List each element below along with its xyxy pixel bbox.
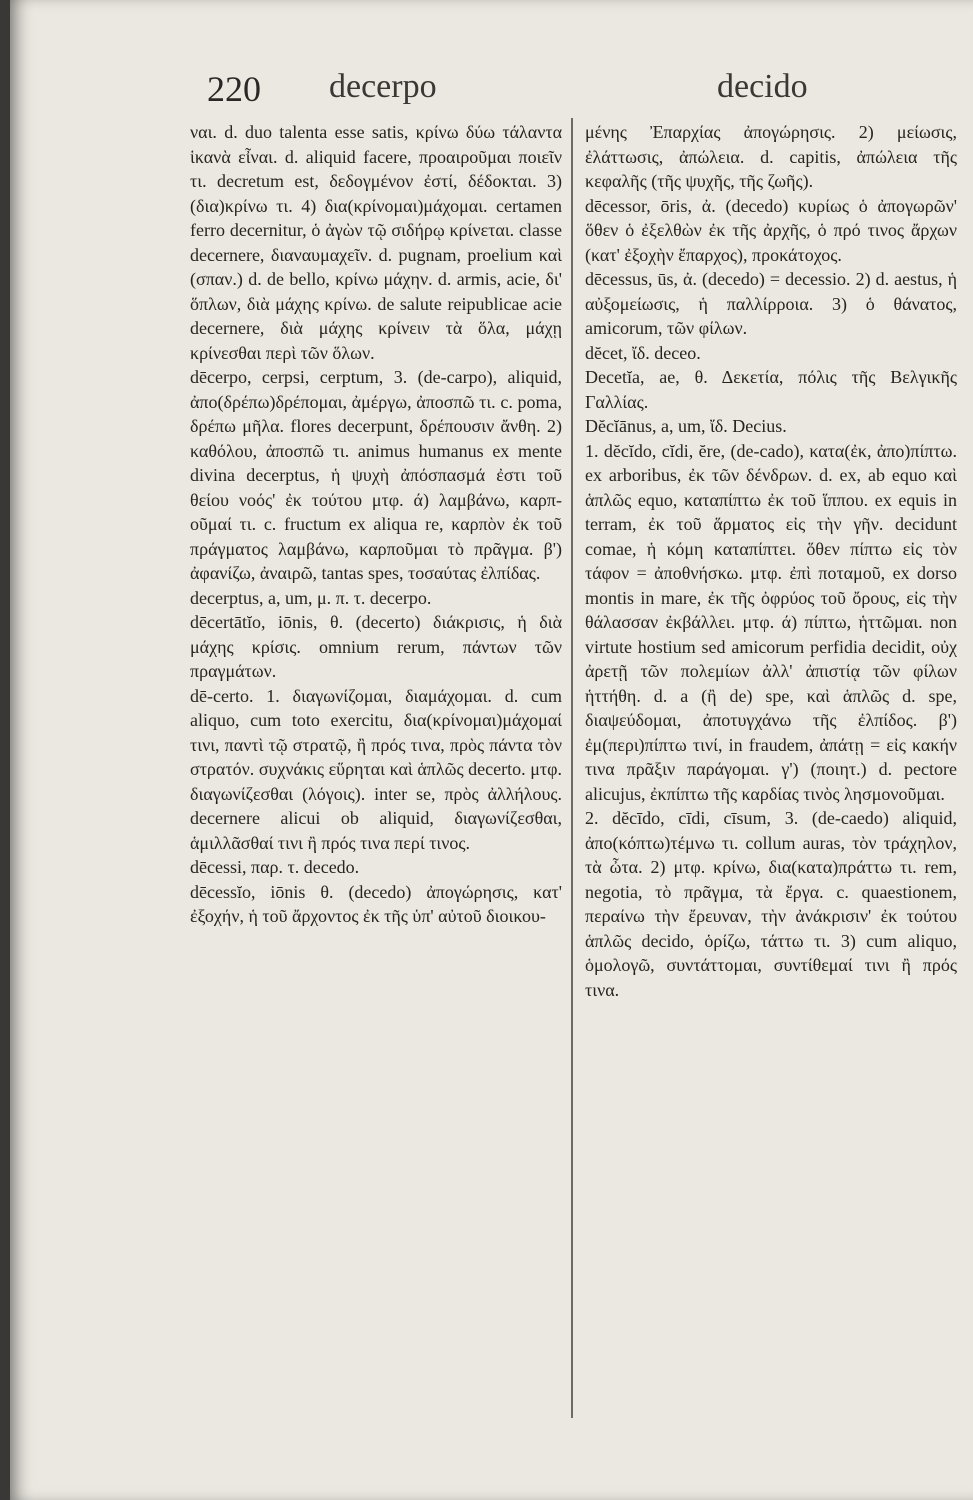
entry-decerno-continued: ναι. d. duo talenta esse satis, κρίνω δύω τάλαντα ἱκανὰ εἶναι. d. aliquid facere, προαιροῦμαι ποιεῖν τι. decretum est, δεδογμένον ἐστί, δέδοκται. 3) (δια)κρίνω τι. 4) δια(κρίνομαι)μάχομαι. certamen ferro decernitur, ὁ ἀγὼν τῷ σιδήρῳ κρίνεται. classe decernere, διαναυμαχεῖν. d. pugnam, proelium καὶ (σπαν.) d. de bello, κρίνω μάχην. d. armis, acie, δι' ὅπλων, διὰ μάχης κρίνω. de salute reipublicae acie decernere, διὰ μάχης κρίνειν τὰ ὅλα, μάχῃ κρίνεσθαι περὶ τῶν ὅλων. [190,122,562,363]
entry-decetia: Decetĭa, ae, θ. Δεκετία, πόλις τῆς Βελγικῆς Γαλλίας. [585,367,957,412]
entry-decerpo: dēcerpo, cerpsi, cerptum, 3. (de-carpo), aliquid, ἀπο(δρέπω)δρέπομαι, ἀμέργω, ἀποσπῶ τι. c. poma, δρέπω μῆλα. flores decerpunt, δρέπουσιν ἄνθη. 2) καθόλου, ἀποσπῶ τι. animus humanus ex mente divina decerptus, ἡ ψυχὴ ἀπόσπασμά ἐστι τοῦ θείου νοός' ἐκ τούτου μτφ. ά) λαμβάνω, καρπ-οῦμαί τι. c. fructum ex aliqua re, καρπὸν ἐκ τοῦ πράγματος λαμβάνω, καρποῦμαι τὸ πρᾶγμα. β') ἀφανίζω, ἀναιρῶ, tantas spes, τοσαύτας ἐλπίδας. [190,367,562,583]
entry-decet: dĕcet, ἴδ. deceo. [585,342,701,363]
entry-decianus: Dĕcĭānus, a, um, ἴδ. Decius. [585,416,787,436]
entry-decerto: dē-certo. 1. διαγωνίζομαι, διαμάχομαι. d. cum aliquo, cum toto exercitu, δια(κρίνομαι)μάχομαί τινι, παντὶ τῷ στρατῷ, ἢ πρός τινα, πρὸς πάντα τὸν στρατόν. συχνάκις εὕρηται καὶ ἁπλῶς decerto. μτφ. διαγωνίζεσθαι (λόγοις). inter se, πρὸς ἀλλήλους. decernere alicui ob aliquid, διαγωνίζεσθαι, ἁμιλλᾶσθαί τινι ἢ πρός τινα περί τινος. [190,685,562,853]
entry-decerptus: decerptus, a, um, μ. π. τ. decerpo. [190,587,432,608]
entry-decessi: dēcessi, παρ. τ. decedo. [190,857,360,877]
guide-word-right: decido [717,68,808,105]
entry-decessio: dēcessĭo, iōnis θ. (decedo) ἀπογώρησις, κατ' ἐξοχήν, ἡ τοῦ ἄρχοντος ἐκ τῆς ὑπ' αὐτοῦ διοικου- [190,881,562,926]
column-divider [571,118,573,1418]
entry-decido-2: 2. dĕcīdo, cīdi, cīsum, 3. (de-caedo) aliquid, ἀπο(κόπτω)τέμνω τι. collum auras, τὸν τράχηλον, τὰ ὦτα. 2) μτφ. κρίνω, δια(κατα)πράττω τι. rem, negotia, τὸ πρᾶγμα, τὰ ἔργα. c. quaestionem, περαίνω τὴν ἔρευναν, τὴν ἀνάκρισιν' ἐκ τούτου ἁπλῶς decido, ὁρίζω, τάττω τι. 3) cum aliquo, ὁμολογῶ, συντάττομαι, συντίθεμαί τινι ἢ πρός τινα. [585,808,957,1000]
entry-decessus: dēcessus, ūs, ἀ. (decedo) = decessio. 2) d. aestus, ἡ αὐξομείωσις, ἡ παλλίρροια. 3) ὁ θάνατος, amicorum, τῶν φίλων. [585,269,957,338]
page-number: 220 [207,69,261,109]
left-column [190,120,562,929]
entry-decido-1: 1. dĕcĭdo, cĭdi, ĕre, (de-cado), κατα(ἐκ, ἀπο)πίπτω. ex arboribus, ἐκ τῶν δένδρων. d. ex, ab equo καὶ ἁπλῶς equo, καταπίπτω ἐκ τοῦ ἵππου. ex equis in terram, ἐκ τοῦ ἅρματος εἰς τὴν γῆν. decidunt comae, ἡ κόμη καταπίπτει. ὅθεν πίπτω εἰς τὸν τάφον = ἀποθνήσκω. μτφ. ἐπὶ ποταμοῦ, ex dorso montis in mare, ἐκ τῆς ὀφρύος τοῦ ὄρους, εἰς τὴν θάλασσαν ἐκβάλλει. μτφ. ά) πίπτω, ἡττῶμαι. non virtute hostium sed amicorum perfidia decidit, οὐχ ἀρετῇ τῶν πολεμίων ἀλλ' ἀπιστίᾳ τῶν φίλων ἡττήθη. d. a (ἢ de) spe, καὶ ἁπλῶς d. spe, διαψεύδομαι, ἀποτυγχάνω τῆς ἐλπίδος. β') ἐμ(περι)πίπτω τινί, in fraudem, ἀπάτῃ = εἰς κακήν τινα πρᾶξιν παράγομαι. γ') (ποιητ.) d. pectore alicujus, ἐκπίπτω τῆς καρδίας τινὸς λησμονοῦμαι. [585,440,957,804]
page-header [195,60,973,110]
entry-decertatio: dēcertātĭo, iōnis, θ. (decerto) διάκρισις, ἡ διὰ μάχης κρίσις. omnium rerum, πάντων τῶν πραγμάτων. [190,612,562,681]
right-column [585,120,957,1002]
guide-word-left: decerpo [329,68,437,105]
entry-decessio-continued: μένης Ἐπαρχίας ἀπογώρησις. 2) μείωσις, ἐλάττωσις, ἀπώλεια. d. capitis, ἀπώλεια τῆς κεφαλῆς (τῆς ψυχῆς, τῆς ζωῆς). [585,122,957,191]
entry-decessor: dēcessor, ōris, ἀ. (decedo) κυρίως ὁ ἀπογωρῶν' ὅθεν ὁ ἐξελθὼν ἐκ τῆς ἀρχῆς, ὁ πρό τινος ἄρχων (κατ' ἐξοχὴν ἔπαρχος), προκάτοχος. [585,195,957,265]
